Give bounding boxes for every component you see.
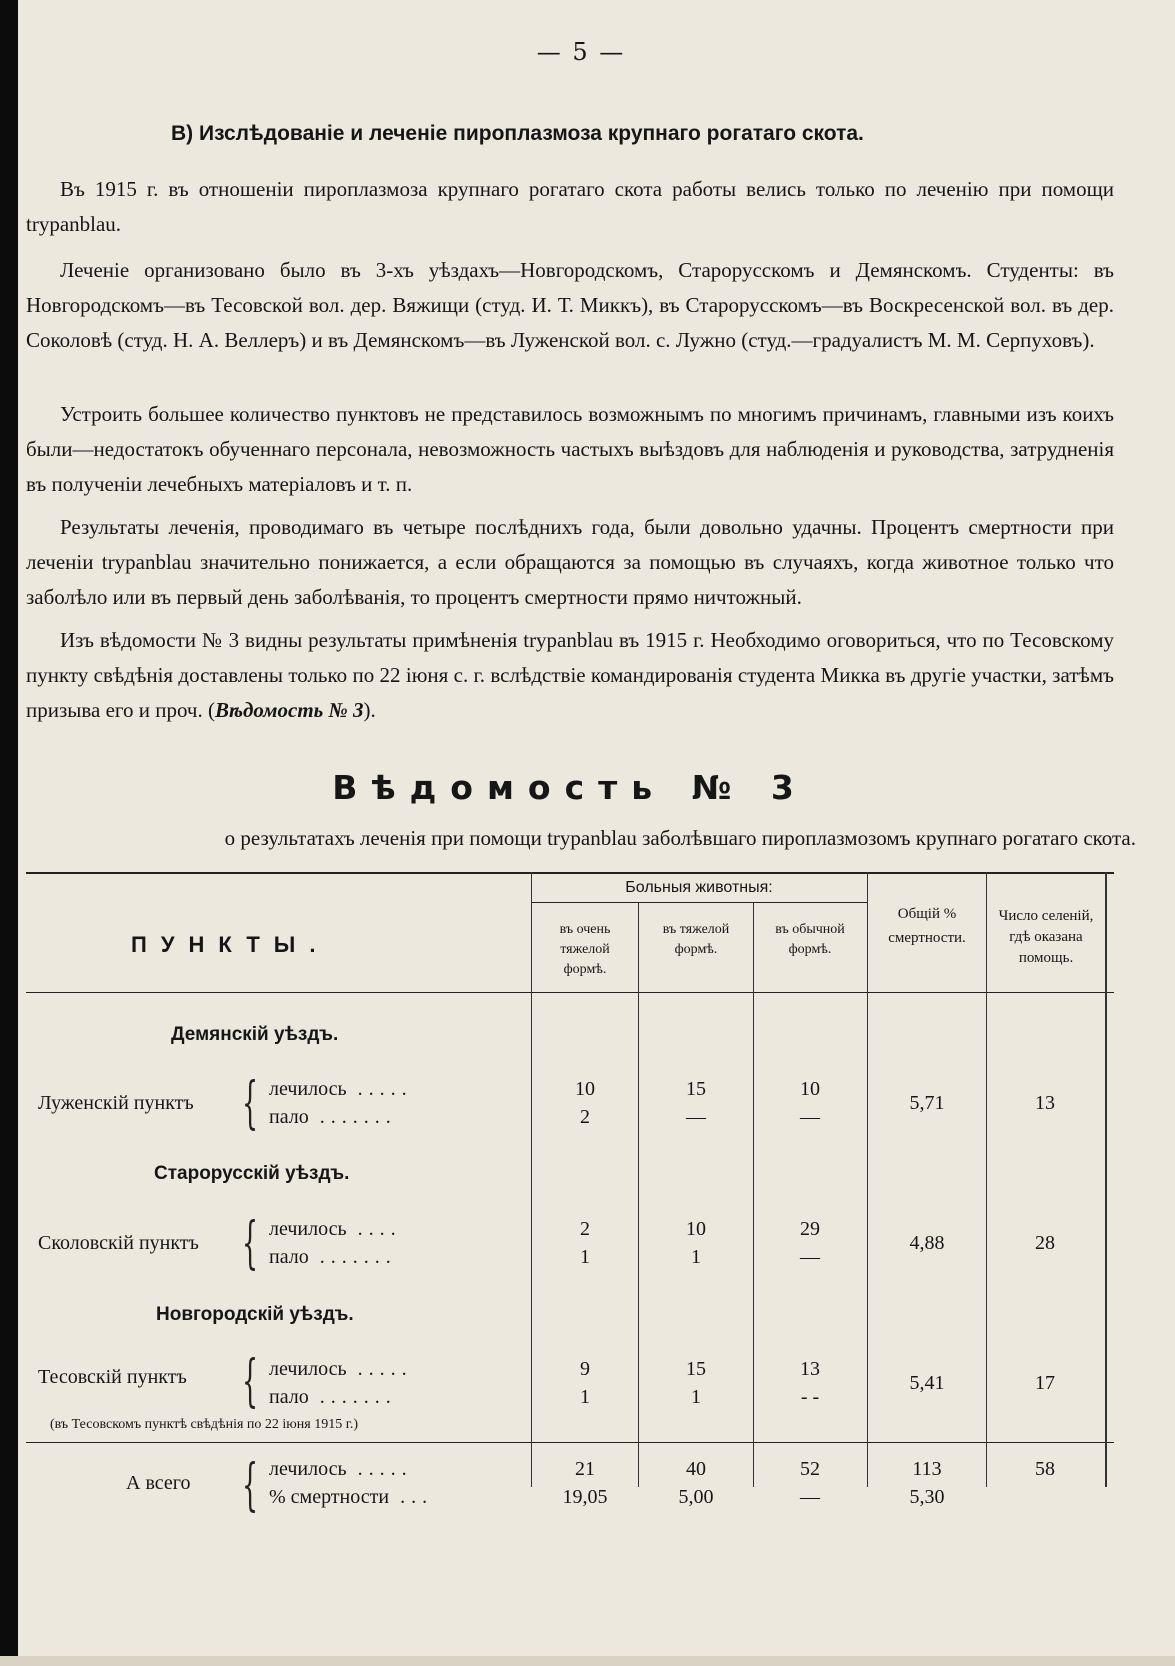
- group-header-rule: [531, 902, 867, 903]
- district-demyansk: Демянскій уѣздъ.: [171, 1024, 339, 1045]
- cell-pct-very-heavy: 19,05: [562, 1486, 608, 1508]
- cell-d2-died-heavy: 1: [691, 1246, 701, 1268]
- cell-d3-died-heavy: 1: [691, 1386, 701, 1408]
- header-punkty: ПУНКТЫ.: [131, 932, 330, 957]
- section-title: В) Изслѣдованіе и леченіе пироплазмоза крупнаго рогатаго скота.: [171, 122, 864, 145]
- row-label-treated: лечилось .....: [269, 1078, 413, 1100]
- row-label-died: пало .......: [269, 1386, 397, 1408]
- paragraph-5-close: ).: [363, 698, 376, 722]
- cell-d3-mortality: 5,41: [909, 1372, 945, 1394]
- cell-d3-treated-heavy: 15: [686, 1358, 706, 1380]
- cell-d3-died-very-heavy: 1: [580, 1386, 590, 1408]
- cell-d2-treated-heavy: 10: [686, 1218, 706, 1240]
- cell-d3-villages: 17: [1035, 1372, 1055, 1394]
- header-usual: въ обычной формѣ.: [775, 922, 845, 957]
- col-divider-5: [986, 872, 987, 1487]
- cell-pct-usual: —: [800, 1486, 820, 1508]
- scan-binding-edge: [0, 0, 18, 1666]
- paragraph-2: Леченіе организовано было въ 3-хъ уѣздахъ—Новгородскомъ, Старорусскомъ и Демянскомъ. Студенты: въ Новгородскомъ—въ Тесовской вол. дер. Вяжищи (студ. И. Т. Миккъ), въ Старорусскомъ—въ Воскресенской вол. въ дер. Соколовѣ (студ. Н. А. Веллеръ) и въ Демянскомъ—въ Луженской вол. с. Лужно (студ.—градуалистъ М. М. Серпуховъ).: [26, 258, 1114, 352]
- table-top-rule: [26, 872, 1114, 874]
- paragraph-1: Въ 1915 г. въ отношеніи пироплазмоза крупнаго рогатаго скота работы велись только по леченію при помощи trypanblau.: [26, 177, 1114, 236]
- cell-d2-villages: 28: [1035, 1232, 1055, 1254]
- paragraph-4: Результаты леченія, проводимаго въ четыре послѣднихъ года, были довольно удачны. Процентъ смертности при леченіи trypanblau значительно понижается, а если обращаются за помощью въ случаяхъ, когда животное только что заболѣло или въ первый день заболѣванія, то процентъ смертности прямо ничтожный.: [26, 515, 1114, 609]
- row-label-pct: % смертности ...: [269, 1486, 434, 1508]
- col-divider-4: [867, 872, 868, 1487]
- cell-d1-died-very-heavy: 2: [580, 1106, 590, 1128]
- cell-total-usual: 52: [800, 1458, 820, 1480]
- page-number: — 5 —: [536, 38, 626, 66]
- cell-d2-died-usual: —: [800, 1246, 820, 1268]
- vedomost-subtitle: о результатахъ леченія при помощи trypanblau заболѣвшаго пироплазмозомъ крупнаго рогатаго скота.: [224, 826, 1136, 850]
- row-label-died: пало .......: [269, 1246, 397, 1268]
- cell-d1-treated-very-heavy: 10: [575, 1078, 595, 1100]
- cell-pct-heavy: 5,00: [678, 1486, 714, 1508]
- row-label-treated: лечилось .....: [269, 1458, 413, 1480]
- cell-d1-died-usual: —: [800, 1106, 820, 1128]
- cell-d2-treated-very-heavy: 2: [580, 1218, 590, 1240]
- cell-d1-mortality: 5,71: [909, 1092, 945, 1114]
- paragraph-5-reference: Вѣдомость № 3: [215, 698, 364, 722]
- header-sick-animals: Больныя животныя:: [625, 879, 773, 896]
- header-villages: Число селеній, гдѣ оказана помощь.: [998, 908, 1094, 966]
- cell-d3-treated-very-heavy: 9: [580, 1358, 590, 1380]
- paragraph-3: Устроить большее количество пунктовъ не представилось возможнымъ по многимъ причинамъ, главными изъ коихъ были—недостатокъ обученнаго персонала, невозможность частыхъ выѣздовъ для наблюденія и руководства, затрудненія въ полученіи лечебныхъ матеріаловъ и т. п.: [26, 402, 1114, 496]
- cell-d1-villages: 13: [1035, 1092, 1055, 1114]
- cell-d1-treated-heavy: 15: [686, 1078, 706, 1100]
- total-label: А всего: [126, 1472, 191, 1494]
- vedomost-title: Вѣдомость № 3: [332, 768, 808, 807]
- cell-total-very-heavy: 21: [575, 1458, 595, 1480]
- cell-d2-treated-usual: 29: [800, 1218, 820, 1240]
- brace-icon: {: [242, 1349, 259, 1414]
- cell-d3-died-usual: - -: [800, 1386, 820, 1408]
- cell-d3-treated-usual: 13: [800, 1358, 820, 1380]
- table-header-rule: [26, 992, 1114, 993]
- table-total-rule: [26, 1442, 1114, 1443]
- cell-d1-treated-usual: 10: [800, 1078, 820, 1100]
- district-staraya-russa: Старорусскій уѣздъ.: [154, 1163, 350, 1184]
- document-page: [26, 0, 1146, 1666]
- row-label-died: пало .......: [269, 1106, 397, 1128]
- cell-pct-all: 5,30: [909, 1486, 945, 1508]
- point-skolovsky: Сколовскій пунктъ: [38, 1232, 199, 1254]
- col-divider-right: [1105, 872, 1107, 1487]
- results-table: [26, 872, 1114, 1518]
- cell-total-all: 113: [912, 1458, 942, 1480]
- header-heavy: въ тяжелой формѣ.: [662, 922, 730, 957]
- cell-d2-mortality: 4,88: [909, 1232, 945, 1254]
- cell-total-heavy: 40: [686, 1458, 706, 1480]
- brace-icon: {: [242, 1071, 259, 1136]
- tesovsky-note: (въ Тесовскомъ пунктѣ свѣдѣнія по 22 іюня 1915 г.): [50, 1417, 359, 1432]
- header-very-heavy: въ очень тяжелой формѣ.: [559, 922, 611, 977]
- point-luzhensky: Луженскій пунктъ: [38, 1092, 194, 1114]
- row-label-treated: лечилось .....: [269, 1358, 413, 1380]
- paragraph-5: [26, 623, 1114, 728]
- paragraph-5-text: Изъ вѣдомости № 3 видны результаты примѣненія trypanblau въ 1915 г. Необходимо оговориться, что по Тесовскому пункту свѣдѣнія доставлены только по 22 іюня с. г. вслѣдствіе командированія студента Микка въ другіе участки, затѣмъ призыва его и проч. (: [26, 628, 1114, 722]
- col-divider-3: [753, 902, 754, 1487]
- brace-icon: {: [242, 1453, 259, 1518]
- row-label-treated: лечилось ....: [269, 1218, 402, 1240]
- cell-d1-died-heavy: —: [686, 1106, 706, 1128]
- cell-d2-died-very-heavy: 1: [580, 1246, 590, 1268]
- header-mortality: Общій % смертности.: [888, 906, 966, 946]
- cell-total-villages: 58: [1035, 1458, 1055, 1480]
- point-tesovsky: Тесовскій пунктъ: [38, 1366, 187, 1388]
- brace-icon: {: [242, 1211, 259, 1276]
- district-novgorod: Новгородскій уѣздъ.: [156, 1304, 354, 1325]
